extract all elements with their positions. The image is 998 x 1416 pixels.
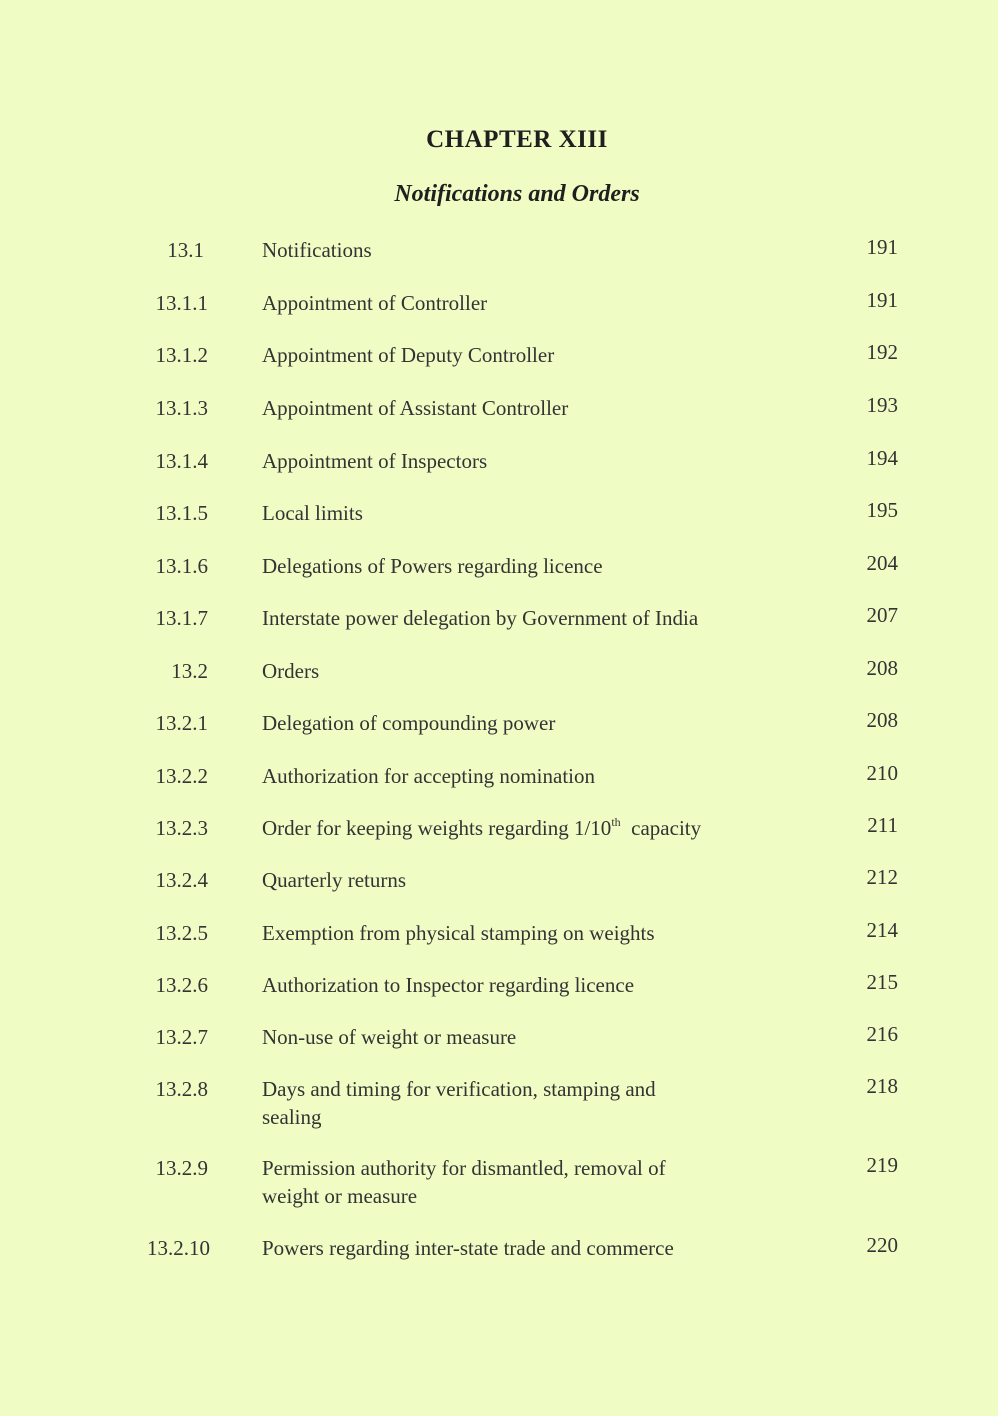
toc-entry-page: 212: [866, 865, 898, 889]
toc-entry-number: 13.2: [171, 659, 208, 683]
toc-entry-number: 13.2.1: [155, 711, 208, 735]
toc-entry-title-line: Days and timing for verification, stamping and: [262, 1077, 656, 1101]
toc-entry-page: 219: [866, 1153, 898, 1177]
toc-entry-page: 195: [866, 498, 898, 522]
toc-entry-number: 13.2.4: [155, 868, 208, 892]
chapter-heading: CHAPTER XIII: [426, 126, 608, 153]
toc-entry-page: 220: [866, 1233, 898, 1257]
toc-entry-page: 193: [866, 393, 898, 417]
toc-entry-title-text: Order for keeping weights regarding 1/10: [262, 816, 612, 840]
toc-entry-page: 218: [866, 1074, 898, 1098]
toc-entry-number: 13.2.6: [155, 973, 208, 997]
toc-entry-title: Appointment of Deputy Controller: [262, 343, 555, 367]
toc-entry-number: 13.1.4: [155, 449, 208, 473]
toc-entry-page: 216: [866, 1022, 898, 1046]
toc-entry-page: 208: [866, 708, 898, 732]
toc-entry-title: Appointment of Controller: [262, 291, 488, 315]
toc-entry-page: 214: [866, 918, 898, 942]
toc-entry-number: 13.2.2: [155, 764, 208, 788]
toc-entry-title: Delegation of compounding power: [262, 711, 556, 735]
chapter-subtitle: Notifications and Orders: [394, 181, 640, 207]
toc-entry-number: 13.2.5: [155, 921, 208, 945]
toc-entry-page: 194: [866, 446, 898, 470]
toc-entry-title: Orders: [262, 659, 320, 683]
toc-entry-page: 208: [866, 656, 898, 680]
toc-entry-title-line: Permission authority for dismantled, removal of: [262, 1156, 666, 1180]
toc-entry-page: 192: [866, 340, 898, 364]
ordinal-superscript: th: [611, 815, 621, 829]
toc-entry-title: Notifications: [262, 238, 372, 262]
toc-entry-page: 215: [866, 970, 898, 994]
toc-entry-title-text: capacity: [631, 816, 702, 840]
toc-entry-title: Powers regarding inter-state trade and commerce: [262, 1236, 674, 1260]
toc-entry-number: 13.1.7: [155, 606, 208, 630]
toc-entry-title: Authorization to Inspector regarding licence: [262, 973, 635, 997]
toc-entry-title: [262, 1075, 802, 1131]
toc-entry-number: 13.1.2: [155, 343, 208, 367]
toc-entry-number: 13.2.7: [155, 1025, 208, 1049]
toc-entry-page: 191: [866, 288, 898, 312]
toc-entry-title: Interstate power delegation by Government of India: [262, 606, 699, 630]
toc-entry-title: Local limits: [262, 501, 363, 525]
toc-entry-page: 210: [866, 761, 898, 785]
toc-entry-number: 13.1.3: [155, 396, 208, 420]
toc-entry-page: 207: [866, 603, 898, 627]
toc-entry-title: Appointment of Inspectors: [262, 449, 488, 473]
toc-entry-title: [262, 1154, 802, 1210]
toc-entry-number: 13.2.9: [155, 1156, 208, 1180]
toc-entry-number: 13.1.6: [155, 554, 208, 578]
toc-entry-number: 13.1: [167, 238, 204, 262]
toc-entry-page: 211: [867, 813, 898, 837]
toc-entry-title: [262, 814, 802, 842]
toc-entry-title: Non-use of weight or measure: [262, 1025, 517, 1049]
toc-entry-title-line: sealing: [262, 1105, 322, 1129]
toc-entry-title: Delegations of Powers regarding licence: [262, 554, 603, 578]
toc-entry-title: Exemption from physical stamping on weights: [262, 921, 655, 945]
toc-entry-number: 13.2.3: [155, 816, 208, 840]
toc-entry-title: Appointment of Assistant Controller: [262, 396, 569, 420]
toc-entry-number: 13.2.8: [155, 1077, 208, 1101]
toc-entry-title: Authorization for accepting nomination: [262, 764, 595, 788]
toc-entry-number: 13.2.10: [147, 1236, 210, 1260]
toc-entry-number: 13.1.5: [155, 501, 208, 525]
toc-entry-page: 191: [866, 235, 898, 259]
toc-entry-title: Quarterly returns: [262, 868, 407, 892]
toc-entry-title-line: weight or measure: [262, 1184, 418, 1208]
toc-entry-page: 204: [866, 551, 898, 575]
toc-entry-number: 13.1.1: [155, 291, 208, 315]
